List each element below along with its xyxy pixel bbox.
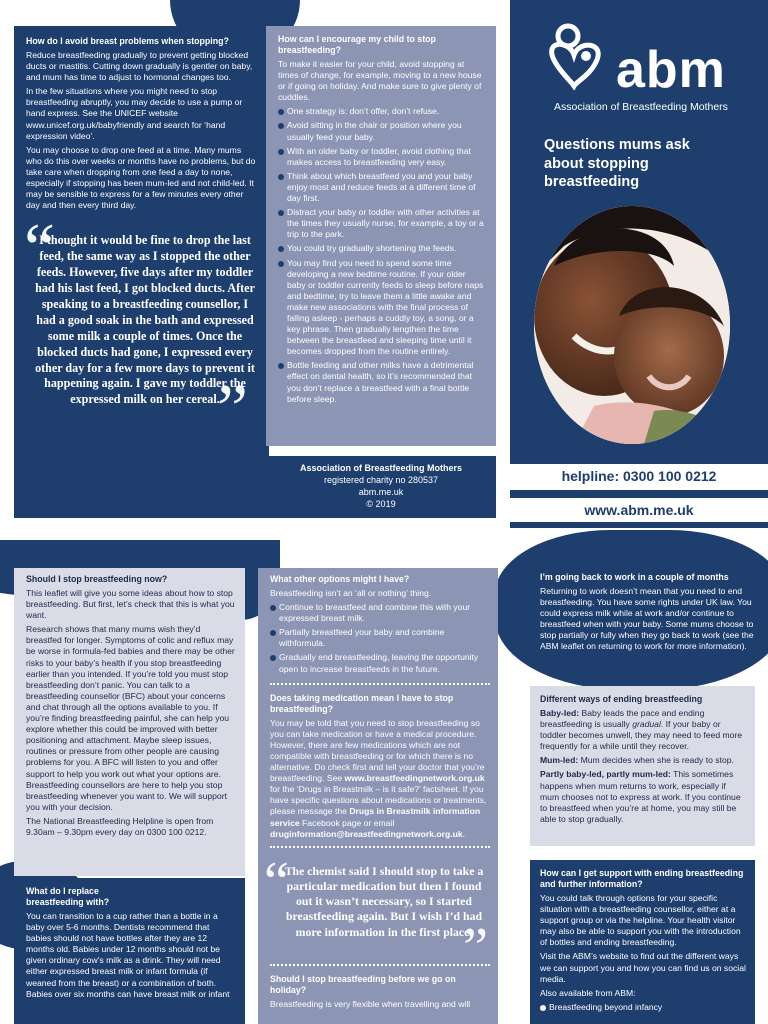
ways-heading: Different ways of ending breastfeeding [540,694,703,704]
holiday-heading: Should I stop breastfeeding before we go on holiday? [270,973,456,995]
encourage-bullet: With an older baby or toddler, avoid clothing that makes access to breastfeeding very easy. [278,146,486,168]
support-list [540,1002,747,1013]
website-bar[interactable] [510,498,768,522]
options-intro: Breastfeeding isn’t an ‘all or nothing’ thing. [270,588,432,598]
quote1-text: I thought it would be fine to drop the last feed, the same way as I stopped the other feeds. However, five days after my toddler had his last feed, I got blocked ducts. After speaking to a breastfeeding counsellor, I had a good soak in the bath and expressed some milk a couple of times. Once the blocked ducts had gone, I expressed every other day for a few more days to prevent it happening again. I gave my toddler the expressed milk on her cereal. [35,233,255,407]
ways-panel [530,686,755,846]
helpline-rule [510,490,768,498]
brand-subtitle: Association of Breastfeeding Mothers [554,101,728,113]
medication-text [270,718,490,840]
replace-p1: You can transition to a cup rather than a bottle in a baby over 5-6 months. Dentists recommend that babies should not have bottles after they are 12 months old. Babies under 12 months should not be given ordinary cow’s milk as a drink. They will need either expressed breast milk or infant formula (if weaned from the breast) or a combination of both. Babies over six months can have breast milk or infant [26,911,230,999]
babyled-em: gradual [632,719,661,730]
avoid-p1: Reduce breastfeeding gradually to prevent getting blocked ducts or mastitis. Cutting down gradually is gentler on baby, and mum has time to adjust to hormonal changes too. [26,50,253,83]
medication-p3: Facebook page or email [302,817,395,828]
support-bullet: Breastfeeding beyond infancy [540,1002,747,1013]
should-stop-heading: Should I stop breastfeeding now? [26,574,168,584]
babyled-b: . If your baby or toddler becomes unwell, they may need to feed more frequently for a while until they recover. [540,719,743,752]
babyled-a: Baby leads the pace and ending breastfeeding is usually [540,708,705,730]
encourage-bullet: One strategy is: don’t offer, don’t refuse. [278,106,486,117]
abm-logo-icon [544,20,614,90]
should-stop-p3: The National Breastfeeding Helpline is open from 9.30am – 9.30pm every day on 0300 100 0212. [26,815,214,837]
charity-registered: registered charity no 280537 [323,475,439,485]
holiday-p1: Breastfeeding is very flexible when travelling and will [270,998,471,1009]
support-p2: Visit the ABM’s website to find out the different ways we can support you and how you can find us on social media. [540,951,746,984]
helpline-bar [510,464,768,489]
charity-site: abm.me.uk [358,487,404,497]
encourage-bullet: Distract your baby or toddler with other activities at the times they usually nurse, for example, a toy or a trip to the park. [278,207,486,240]
work-panel [530,570,755,680]
breastfeeding-network-link[interactable]: www.breastfeedingnetwork.org.uk [344,773,485,784]
drug-info-email-link[interactable]: druginformation@breastfeedingnetwork.org.uk [270,828,463,839]
replace-panel [14,878,245,1024]
babyled-label: Baby-led: [540,708,580,718]
close-quote-icon: ” [216,371,248,449]
medication-p1: You may be told that you need to stop breastfeeding so you can take medication or have a medical procedure. However, there are few medications which are not compatible with breastfeeding or for which there is no alternative. Do check first and tell your doctor that you’re breastfeeding. See [270,717,485,784]
support-p1: You could talk through options for your specific situation with a breastfeeding counsellor, either at a support group or via the helpline. Your health visitor may also be able to support you with the introduction of bottles and ending breastfeeding. [540,893,741,948]
divider [270,964,490,966]
should-stop-panel [14,568,245,876]
drugs-info-link[interactable]: Drugs in Breastmilk information service [270,806,481,828]
ways-partly [540,769,747,824]
encourage-bullet: Avoid sitting in the chair or position where you usually feed your baby. [278,120,486,142]
replace-heading: What do I replace breastfeeding with? [26,886,110,907]
charity-box [266,456,496,518]
divider [270,846,490,848]
options-heading: What other options might I have? [270,574,410,584]
encourage-list [278,106,486,404]
ways-mumled [540,755,747,766]
close-quote-icon: ” [463,916,488,979]
support-heading: How can I get support with ending breastfeeding and further information? [540,868,744,889]
encourage-bullet: Bottle feeding and other milks have a detrimental effect on dental health, so it’s recommended that you don’t replace a breastfeed with a final bottle before sleep. [278,360,486,404]
encourage-intro: To make it easier for your child, avoid stopping at times of change, for example, moving to a new house or if going on holiday. And make sure to give plenty of cuddles. [278,59,482,103]
work-p1: Returning to work doesn’t mean that you need to end breastfeeding. You have some rights under UK law. You could express milk while at work and/or continue to breastfeed when with your baby. Some mums choose to stop partially or fully when they go back to work (see the ABM leaflet on returning to work for more information). [540,586,754,652]
open-quote-icon: “ [24,210,56,288]
quote2-text: The chemist said I should stop to take a particular medication but then I found out it wasn’t necessary, so I started breastfeeding again. But I wish I’d had more information in the first place. [284,863,484,939]
brand-name: abm [616,41,726,99]
options-bullet: Gradually end breastfeeding, leaving the opportunity open to increase breastfeeds in the future. [270,652,490,674]
options-bullet: Partially breastfeed your baby and combine withformula. [270,627,490,649]
website-rule [510,522,768,528]
partly-label: Partly baby-led, partly mum-led: [540,769,671,780]
cover-title: Questions mums ask about stopping breastfeeding [544,137,690,190]
website-link[interactable]: www.abm.me.uk [584,502,694,518]
encourage-heading: How can I encourage my child to stop breastfeeding? [278,34,436,55]
mother-baby-photo [534,206,730,444]
ways-babyled [540,708,747,752]
mumled-label: Mum-led: [540,755,579,766]
encourage-bullet: Think about which breastfeed you and your baby enjoy most and reduce feeds at a different time of day first. [278,171,486,204]
should-stop-p2: Research shows that many mums wish they’d breastfed for longer. Symptoms of colic and reflux may be worse in formula-fed babies and there may be other risks to your baby’s health if you stop breastfeeding earlier than you intended. If you’re told you must stop breastfeeding don’t panic. You can talk to a breastfeeding counsellor (BFC) about your concerns and chat through all the options available to you. If you’re finding breastfeeding painful, she can help you explore whether this could be improved with better positioning and attachment. Maybe sleep issues, routines or pressure from other people are causing problems for you. A BFC will listen to you and offer support to help you work out what your options are. Breastfeeding counsellors are here to help you stop breastfeeding whenever you want to. We will support you with your decision. [26,624,235,812]
encourage-panel [266,26,496,446]
options-panel [258,568,498,1024]
work-heading: I’m going back to work in a couple of months [540,572,729,582]
medication-heading: Does taking medication mean I have to stop breastfeeding? [270,692,454,714]
medication-end: . [462,828,466,839]
cover-panel [510,0,768,464]
options-list [270,602,490,675]
helpline-text: helpline: 0300 100 0212 [561,468,717,484]
support-panel [530,860,755,1024]
avoid-p3: You may choose to drop one feed at a time. Many mums who do this over weeks or months have no problems, but do take care when dropping from one feed a day to none, especially if stopping has been mum-led and not child-led. It may be sensible to express for a few minutes every other day and then every third day. [26,144,256,211]
divider [270,683,490,685]
avoid-problems-panel [14,26,269,518]
open-quote-icon: “ [264,850,289,913]
charity-year: © 2019 [366,499,396,509]
encourage-bullet: You could try gradually shortening the feeds. [278,243,486,254]
options-bullet: Continue to breastfeed and combine this with your expressed breast milk. [270,602,490,624]
support-p3: Also available from ABM: [540,987,636,998]
avoid-heading: How do I avoid breast problems when stopping? [26,36,229,46]
medication-p2: for the ‘Drugs in Breastmilk – is it safe?’ factsheet. If you have specific questions about medications or treatments, please message the [270,784,487,817]
charity-name: Association of Breastfeeding Mothers [299,463,463,473]
encourage-bullet: You may find you need to spend some time developing a new bedtime routine. If your older baby or toddler currently feeds to sleep before naps and bedtime, try to leave them a little awake and make new associations with the final process of falling asleep - perhaps a cuddly toy, a song, or a key phrase. Then gradually lengthen the time between the breastfeed and sleeping time until it becomes dropped from the routine entirely. [278,258,486,358]
partly-text: This sometimes happens when mum returns to work, especially if mum chooses not to express at work. If you continue to breastfeed when you’re at home, you may still be able to stop gradually. [540,769,741,824]
avoid-p2: In the few situations where you might need to stop breastfeeding abruptly, you may decide to use a pump or hand express. See the UNICEF website www.unicef.org.uk/babyfriendly and search for ‘hand expression video’. [26,86,243,141]
should-stop-p1: This leaflet will give you some ideas about how to stop breastfeeding. But first, let’s check that this is what you want. [26,588,235,621]
mumled-text: Mum decides when she is ready to stop. [580,755,734,766]
